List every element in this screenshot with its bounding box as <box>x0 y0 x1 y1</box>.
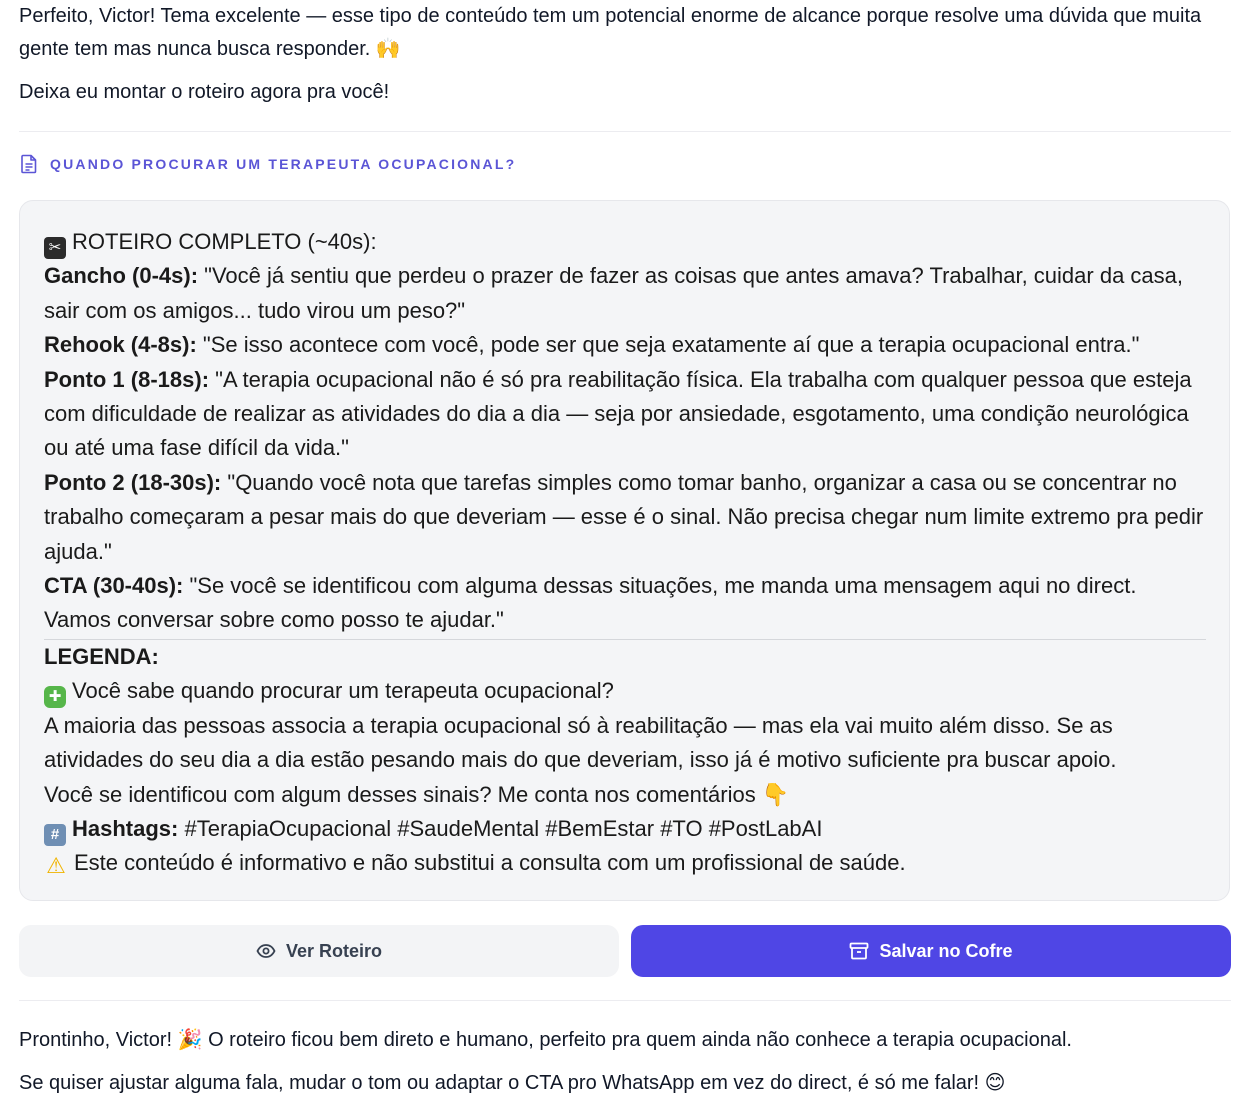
hash-keycap-icon: # <box>44 824 66 846</box>
divider <box>19 131 1231 132</box>
section-text: "Você já sentiu que perdeu o prazer de fazer as coisas que antes amava? Trabalhar, cuidar da casa, sair com os amigos... tudo virou um peso?" <box>44 263 1184 323</box>
script-card <box>19 200 1230 901</box>
disclaimer: Este conteúdo é informativo e não substitui a consulta com um profissional de saúde. <box>74 850 906 876</box>
section-ponto-1 <box>44 363 1205 466</box>
script-header-line <box>44 225 1205 259</box>
section-text: "Se isso acontece com você, pode ser que seja exatamente aí que a terapia ocupacional entra." <box>196 332 1140 358</box>
caption-hook: Você sabe quando procurar um terapeuta ocupacional? <box>72 678 614 704</box>
intro-line-1: Perfeito, Victor! Tema excelente — esse tipo de conteúdo tem um potencial enorme de alcance porque resolve uma dúvida que muita gente tem mas nunca busca responder. 🙌 <box>19 5 1202 60</box>
disclaimer-line <box>44 846 1205 880</box>
save-to-vault-button[interactable] <box>631 925 1231 977</box>
section-text: "Se você se identificou com alguma dessas situações, me manda uma mensagem aqui no direct. Vamos conversar sobre como posso te ajudar." <box>44 573 1137 633</box>
outro-line-2: Se quiser ajustar alguma fala, mudar o tom ou adaptar o CTA pro WhatsApp em vez do direct, é só me falar! 😊 <box>19 1072 1006 1094</box>
section-text: "A terapia ocupacional não é só pra reabilitação física. Ela trabalha com qualquer pessoa que esteja com dificuldade de realizar as atividades do dia a dia — seja por ansiedade, esgotamento, uma condição neurológica ou até uma fase difícil da vida." <box>44 366 1192 461</box>
eye-icon <box>256 943 276 959</box>
section-text: "Quando você nota que tarefas simples como tomar banho, organizar a casa ou se concentrar no trabalho começaram a pesar mais do que deveriam — esse é o sinal. Não precisa chegar num limite extremo pra pedir ajuda." <box>44 469 1204 564</box>
document-icon <box>20 154 38 174</box>
section-label: Ponto 2 (18-30s): <box>44 469 222 495</box>
save-to-vault-label: Salvar no Cofre <box>879 940 1013 961</box>
section-label: CTA (30-40s): <box>44 573 184 599</box>
caption-hook-line <box>44 674 1205 708</box>
script-header: ROTEIRO COMPLETO (~40s): <box>72 229 377 254</box>
hashtags: #TerapiaOcupacional #SaudeMental #BemEstar #TO #PostLabAI <box>178 815 823 841</box>
clapper-board-icon: ✂ <box>44 237 66 259</box>
section-ponto-2 <box>44 466 1205 569</box>
puzzle-piece-icon: ✚ <box>44 686 66 708</box>
caption-label: LEGENDA: <box>44 643 159 669</box>
document-title: QUANDO PROCURAR UM TERAPEUTA OCUPACIONAL? <box>50 156 517 172</box>
section-rehook <box>44 328 1205 362</box>
section-label: Gancho (0-4s): <box>44 263 199 289</box>
section-gancho <box>44 259 1205 328</box>
caption-body: A maioria das pessoas associa a terapia ocupacional só à reabilitação — mas ela vai muito além disso. Se as atividades do seu dia a dia estão pesando mais do que deveriam, isso já é motivo suficiente pra buscar apoio. <box>44 712 1117 773</box>
caption-label-line <box>44 640 1205 674</box>
document-header <box>20 154 516 174</box>
caption-question: Você se identificou com algum desses sinais? Me conta nos comentários 👇 <box>44 781 790 807</box>
assistant-intro-message <box>19 0 1219 109</box>
section-cta <box>44 569 1205 638</box>
hashtags-label: Hashtags: <box>72 815 179 841</box>
archive-icon <box>849 942 869 960</box>
divider <box>19 1000 1231 1001</box>
outro-line-1: Prontinho, Victor! 🎉 O roteiro ficou bem direto e humano, perfeito pra quem ainda não conhece a terapia ocupacional. <box>19 1029 1072 1051</box>
section-label: Rehook (4-8s): <box>44 332 197 358</box>
hashtags-line <box>44 812 1205 846</box>
view-script-button[interactable] <box>19 925 619 977</box>
assistant-outro-message <box>19 1024 1072 1100</box>
section-label: Ponto 1 (8-18s): <box>44 366 210 392</box>
view-script-label: Ver Roteiro <box>285 940 383 961</box>
warning-icon: ⚠ <box>46 853 66 879</box>
intro-line-2: Deixa eu montar o roteiro agora pra você! <box>19 81 390 103</box>
